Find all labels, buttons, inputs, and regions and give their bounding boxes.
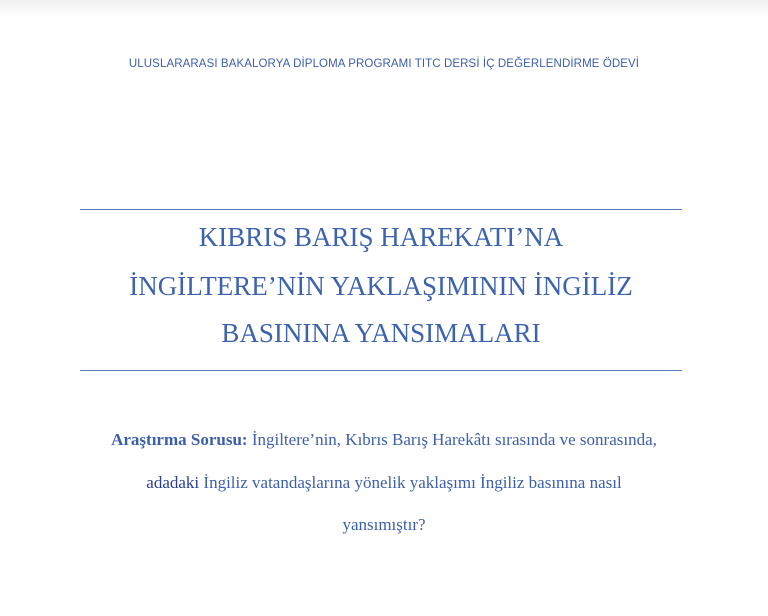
title-line-3: BASININA YANSIMALARI: [221, 318, 541, 348]
research-question-text-1: İngiltere’nin, Kıbrıs Barış Harekâtı sırasında ve sonrasında,: [247, 430, 657, 449]
title-bottom-rule: [80, 370, 682, 371]
research-question-line-1: [60, 430, 708, 450]
research-question-label: Araştırma Sorusu:: [111, 430, 248, 449]
title-top-rule: [80, 209, 682, 210]
title-line-1: KIBRIS BARIŞ HAREKATI’NA: [198, 222, 564, 252]
page-top-shadow: [0, 0, 768, 18]
title-line-2: İNGİLTERE’NİN YAKLAŞIMININ İNGİLİZ: [129, 271, 633, 301]
research-question-text-2: İngiliz vatandaşlarına yönelik yaklaşımı İngiliz basınına nasıl: [199, 473, 622, 492]
research-question-word-adadaki: adadaki: [146, 473, 200, 492]
research-question-line-3: yansımıştır?: [342, 515, 426, 534]
program-header: ULUSLARARASI BAKALORYA DİPLOMA PROGRAMI TITC DERSİ İÇ DEĞERLENDİRME ÖDEVİ: [128, 58, 640, 70]
research-question-line-2: [60, 473, 708, 493]
